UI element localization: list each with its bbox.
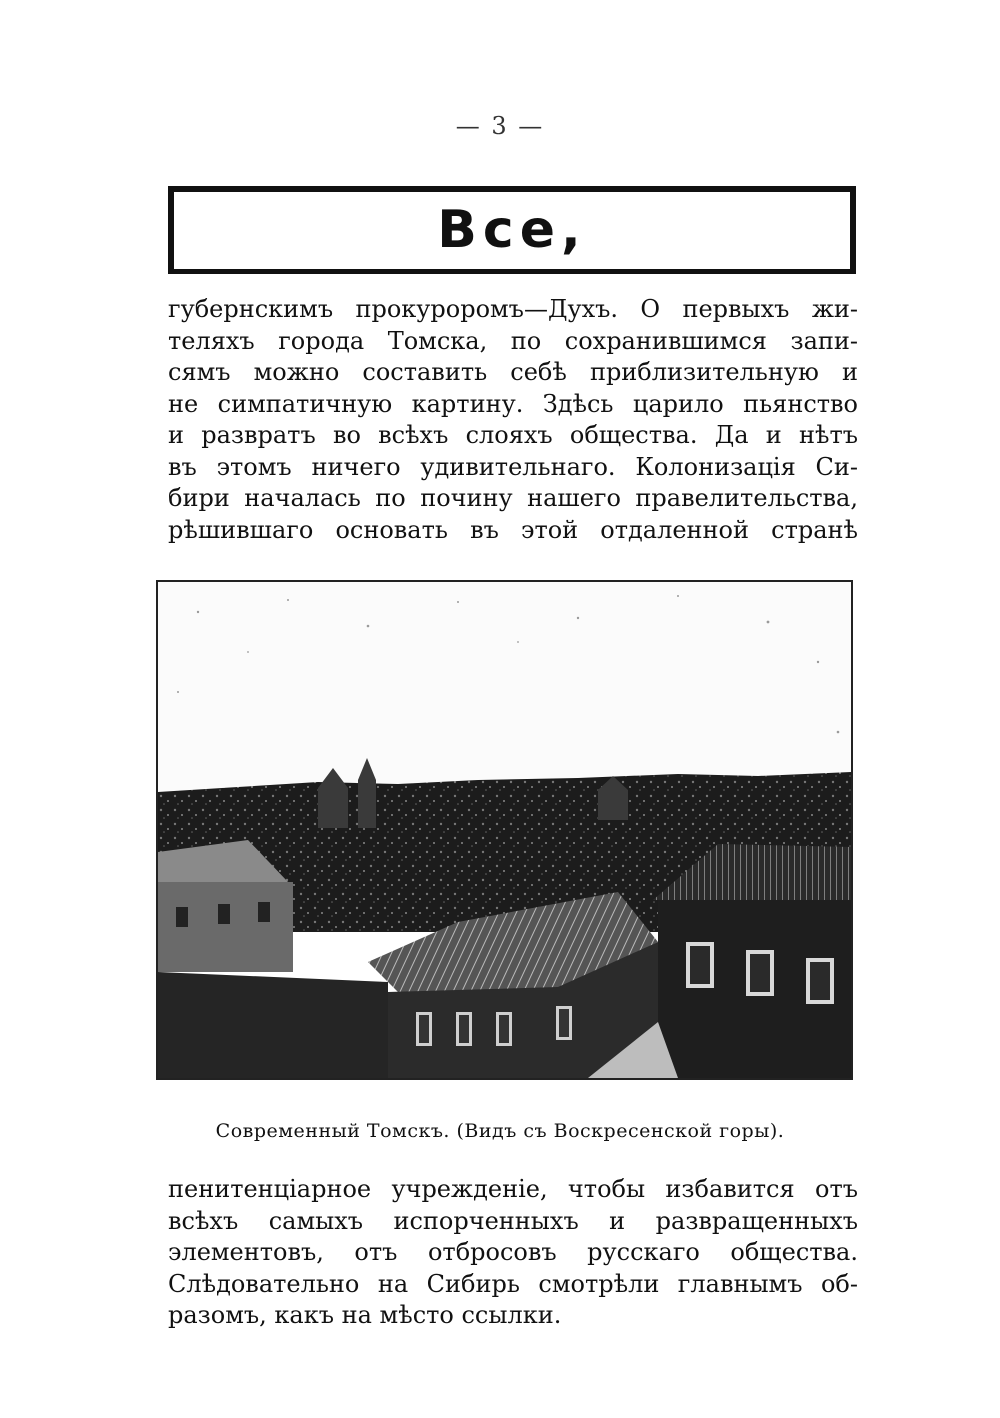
text-line: сямъ можно составить себѣ приблизительную и (168, 358, 858, 386)
text-line: Слѣдовательно на Сибирь смотрѣли главнымъ об- (168, 1269, 858, 1298)
paragraph-bottom (168, 1174, 858, 1332)
sky (158, 582, 851, 792)
text-line: теляхъ города Томска, по сохранившимся запи- (168, 326, 858, 355)
text-line: въ этомъ ничего удивительнаго. Колонизація Си- (168, 452, 858, 481)
text-line: разомъ, какъ на мѣсто ссылки. (168, 1301, 562, 1329)
foreground-roofs (158, 972, 388, 1078)
page-number: — 3 — (455, 112, 545, 140)
text-line: не симпатичную картину. Здѣсь царило пьянство (168, 389, 858, 418)
text-line: губернскимъ прокуроромъ—Духъ. О первыхъ жи- (168, 295, 858, 323)
figure-caption: Современный Томскъ. (Видъ съ Воскресенской горы). (215, 1120, 785, 1142)
text-line: пенитенціарное учрежденіе, чтобы избавится отъ (168, 1175, 858, 1203)
text-line: бири началась по почину нашего правелительства, (168, 484, 858, 512)
paragraph-top (168, 294, 858, 546)
chapter-title: Все, (437, 200, 587, 260)
chapter-banner (168, 186, 856, 274)
text-line: элементовъ, отъ отбросовъ русскаго общества. (168, 1238, 858, 1266)
banner-bottom-rule (168, 269, 856, 274)
city-view-photo (156, 580, 853, 1080)
text-line: рѣшившаго основать въ этой отдаленной странѣ (168, 515, 858, 544)
right-building (653, 844, 851, 1078)
text-line: всѣхъ самыхъ испорченныхъ и развращенныхъ (168, 1206, 858, 1235)
text-line: и развратъ во всѣхъ слояхъ общества. Да и нѣтъ (168, 421, 858, 449)
